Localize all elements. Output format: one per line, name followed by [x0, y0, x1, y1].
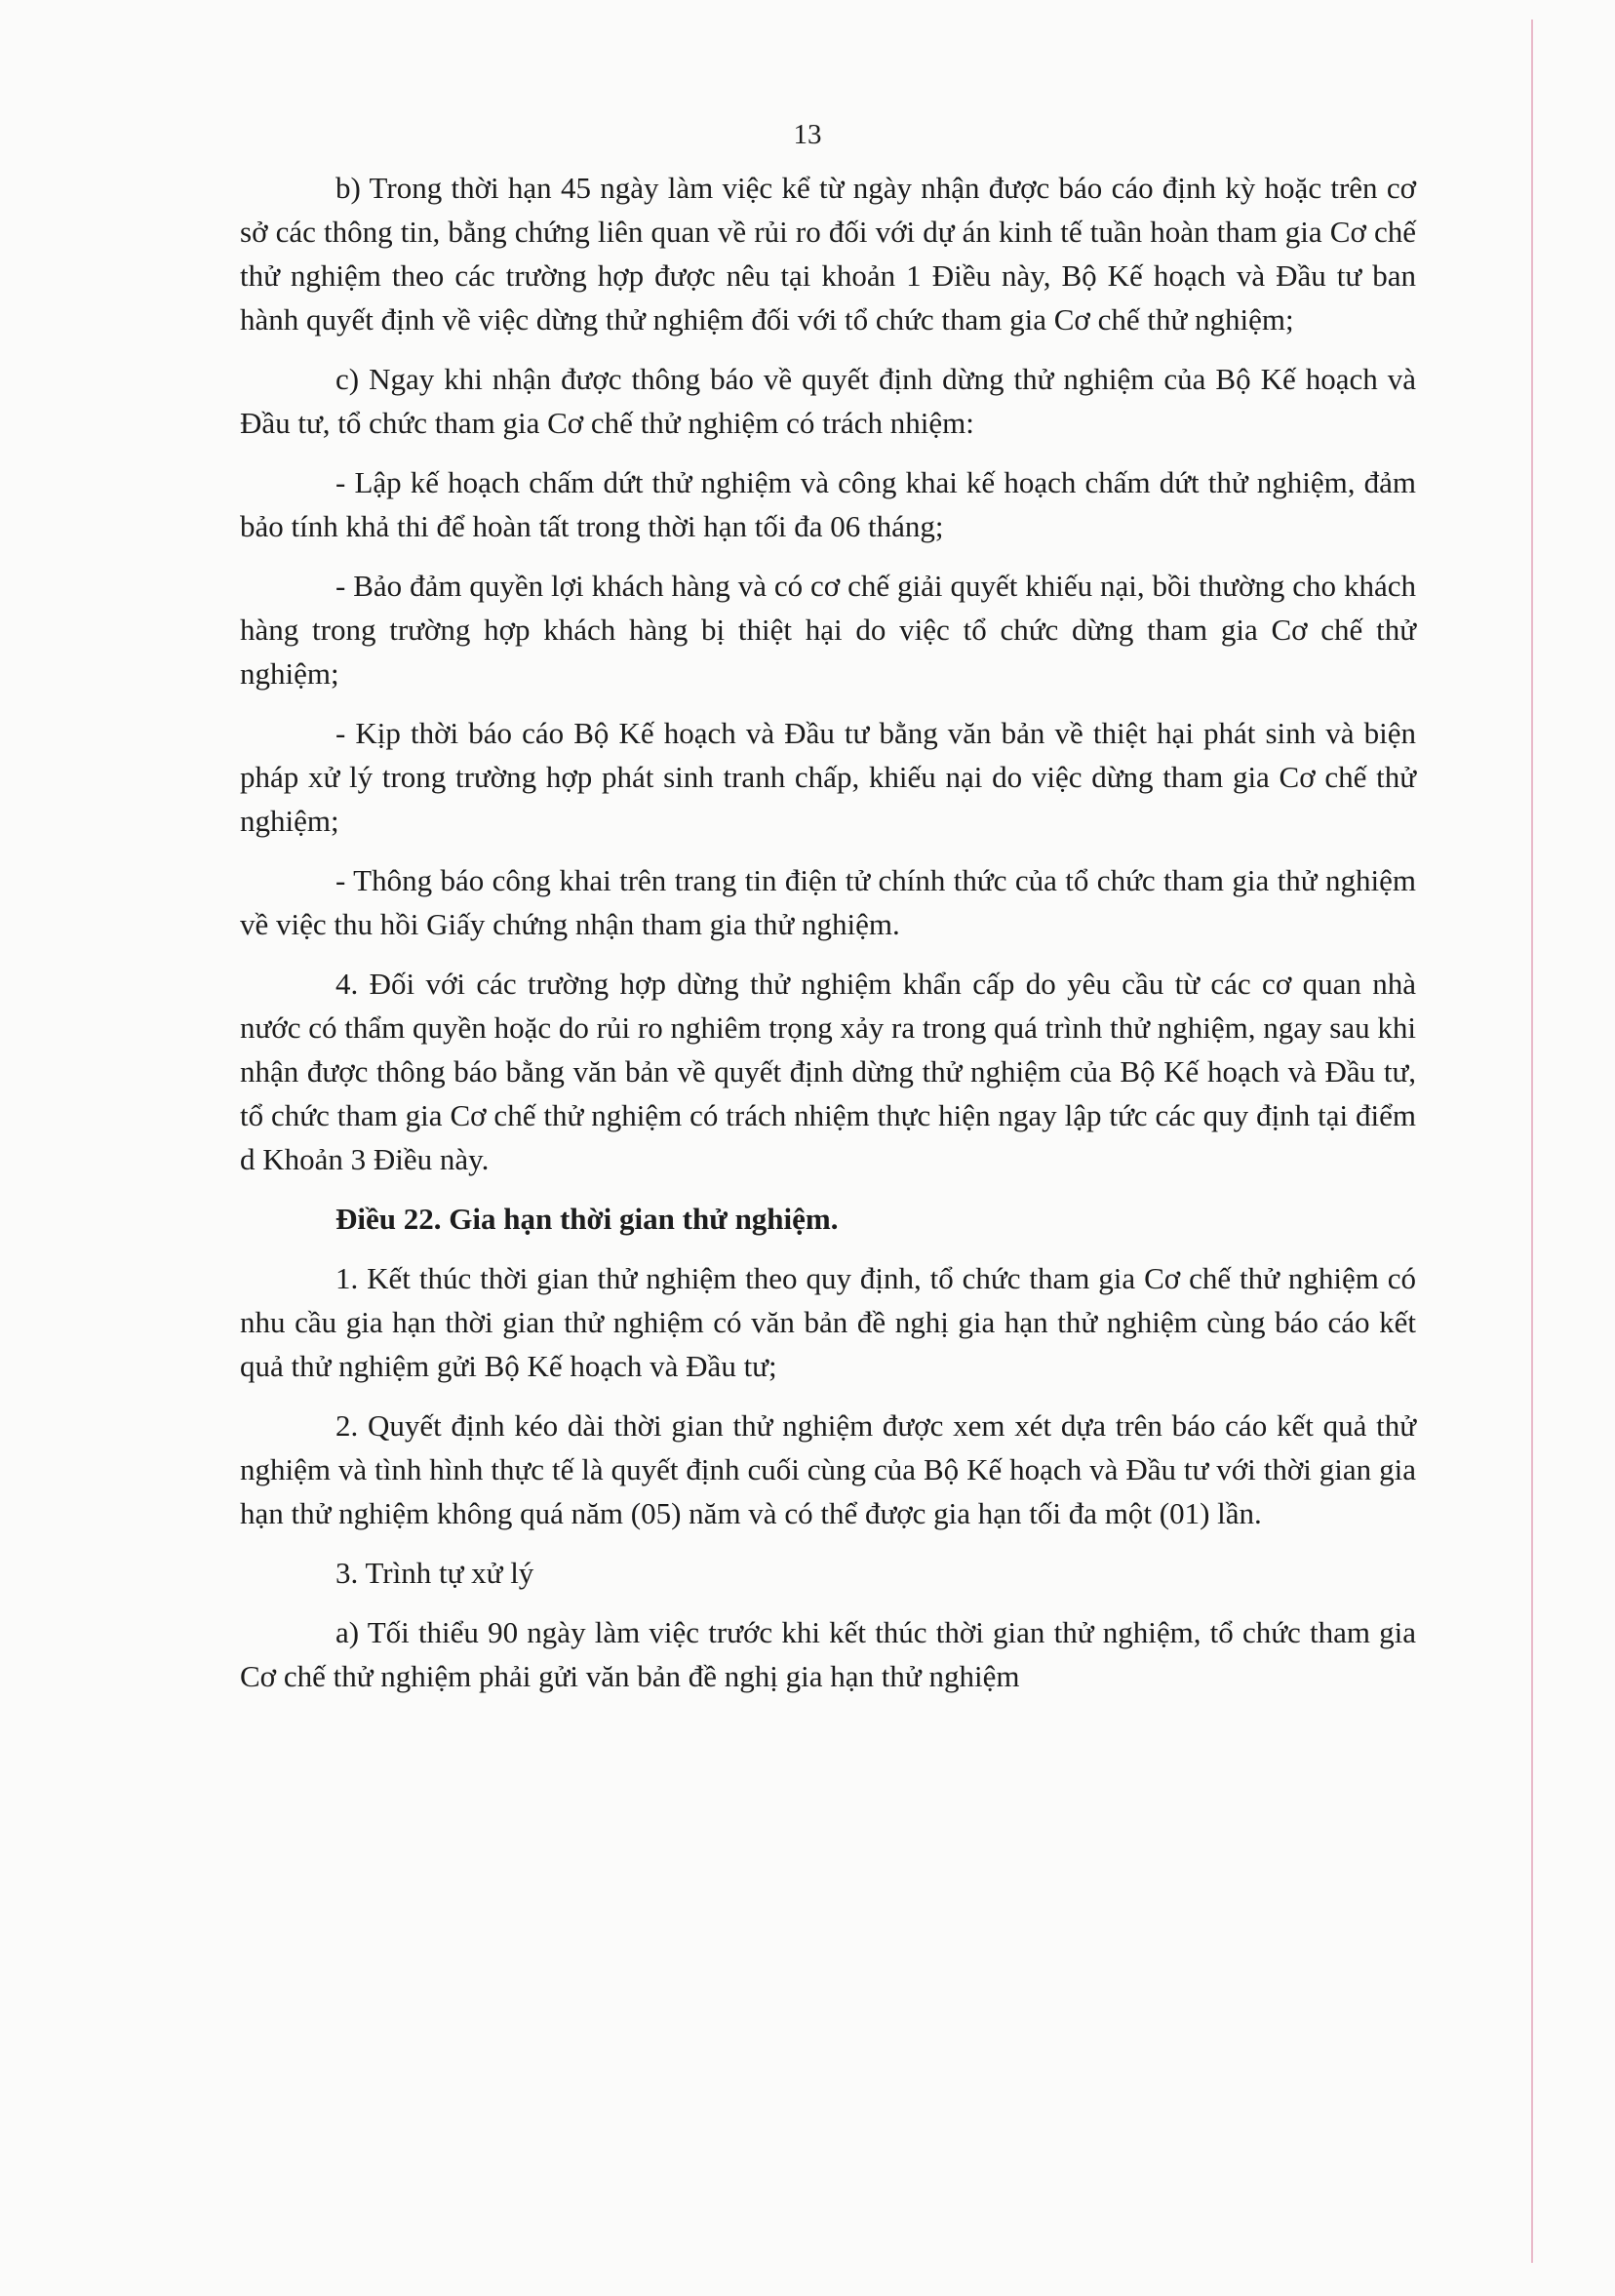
bullet-termination-plan: - Lập kế hoạch chấm dứt thử nghiệm và công khai kế hoạch chấm dứt thử nghiệm, đảm bảo tính khả thi để hoàn tất trong thời hạn tối đa 06 tháng; — [240, 465, 1416, 543]
document-body — [240, 166, 1416, 1714]
article-22-clause-2: 2. Quyết định kéo dài thời gian thử nghiệm được xem xét dựa trên báo cáo kết quả thử nghiệm và tình hình thực tế là quyết định cuối cùng của Bộ Kế hoạch và Đầu tư với thời gian gia hạn thử nghiệm không quá năm (05) năm và có thể được gia hạn tối đa một (01) lần. — [240, 1408, 1416, 1530]
page-edge-line — [1531, 20, 1533, 2263]
article-22-heading: Điều 22. Gia hạn thời gian thử nghiệm. — [335, 1202, 839, 1236]
page-number: 13 — [793, 119, 822, 150]
paragraph-clause-3b: b) Trong thời hạn 45 ngày làm việc kể từ ngày nhận được báo cáo định kỳ hoặc trên cơ sở các thông tin, bằng chứng liên quan về rủi ro đối với dự án kinh tế tuần hoàn tham gia Cơ chế thử nghiệm theo các trường hợp được nêu tại khoản 1 Điều này, Bộ Kế hoạch và Đầu tư ban hành quyết định về việc dừng thử nghiệm đối với tổ chức tham gia Cơ chế thử nghiệm; — [240, 171, 1416, 336]
article-22-clause-3: 3. Trình tự xử lý — [335, 1556, 534, 1590]
paragraph-clause-4: 4. Đối với các trường hợp dừng thử nghiệm khẩn cấp do yêu cầu từ các cơ quan nhà nước có thẩm quyền hoặc do rủi ro nghiêm trọng xảy ra trong quá trình thử nghiệm, ngay sau khi nhận được thông báo bằng văn bản về quyết định dừng thử nghiệm của Bộ Kế hoạch và Đầu tư, tổ chức tham gia Cơ chế thử nghiệm có trách nhiệm thực hiện ngay lập tức các quy định tại điểm d Khoản 3 Điều này. — [240, 967, 1416, 1176]
article-22-clause-3a: a) Tối thiểu 90 ngày làm việc trước khi kết thúc thời gian thử nghiệm, tổ chức tham gia Cơ chế thử nghiệm phải gửi văn bản đề nghị gia hạn thử nghiệm — [240, 1615, 1416, 1693]
bullet-public-notice: - Thông báo công khai trên trang tin điện tử chính thức của tổ chức tham gia thử nghiệm về việc thu hồi Giấy chứng nhận tham gia thử nghiệm. — [240, 863, 1416, 941]
bullet-damage-report: - Kịp thời báo cáo Bộ Kế hoạch và Đầu tư bằng văn bản về thiệt hại phát sinh và biện pháp xử lý trong trường hợp phát sinh tranh chấp, khiếu nại do việc dừng tham gia Cơ chế thử nghiệm; — [240, 716, 1416, 838]
bullet-customer-rights: - Bảo đảm quyền lợi khách hàng và có cơ chế giải quyết khiếu nại, bồi thường cho khách hàng trong trường hợp khách hàng bị thiệt hại do việc tổ chức dừng tham gia Cơ chế thử nghiệm; — [240, 569, 1416, 691]
article-22-clause-1: 1. Kết thúc thời gian thử nghiệm theo quy định, tổ chức tham gia Cơ chế thử nghiệm có nhu cầu gia hạn thời gian thử nghiệm có văn bản đề nghị gia hạn thử nghiệm cùng báo cáo kết quả thử nghiệm gửi Bộ Kế hoạch và Đầu tư; — [240, 1261, 1416, 1383]
paragraph-clause-3c: c) Ngay khi nhận được thông báo về quyết định dừng thử nghiệm của Bộ Kế hoạch và Đầu tư, tổ chức tham gia Cơ chế thử nghiệm có trách nhiệm: — [240, 362, 1416, 440]
